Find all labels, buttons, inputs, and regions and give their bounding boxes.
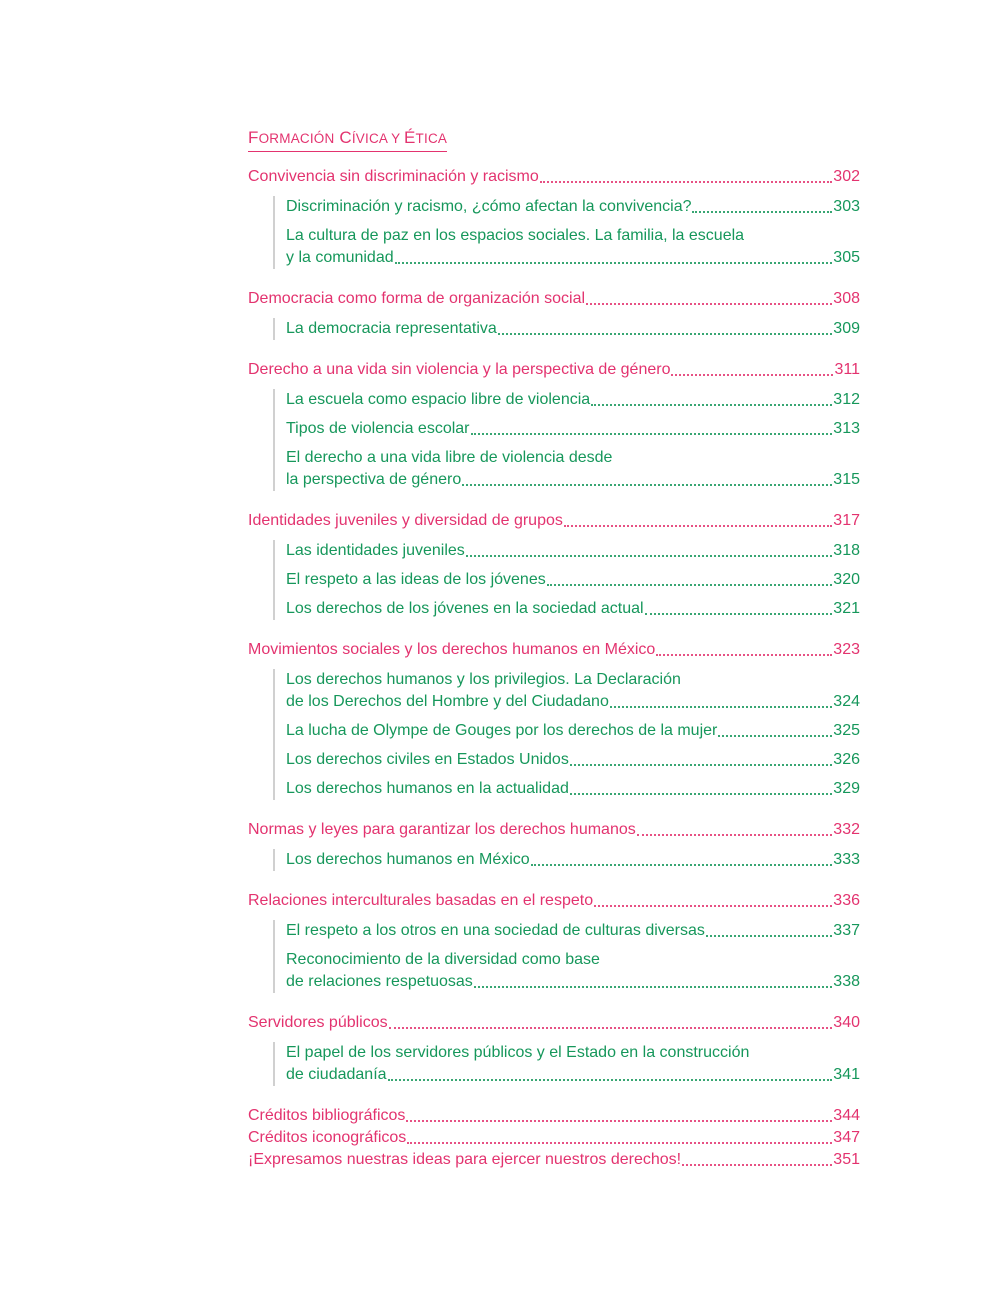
subsection-entry xyxy=(286,1042,860,1086)
subsection-entry xyxy=(286,447,860,491)
dot-leader xyxy=(406,1120,832,1122)
toc-entry[interactable] xyxy=(248,1127,860,1149)
subsection-entry xyxy=(286,540,860,562)
toc-entry[interactable] xyxy=(286,691,860,713)
entry-title: Tipos de violencia escolar xyxy=(286,420,470,437)
subsection-entry xyxy=(286,920,860,942)
toc-section xyxy=(248,819,860,871)
entry-title: Créditos iconográficos xyxy=(248,1129,407,1146)
toc-entry[interactable] xyxy=(286,720,860,742)
toc-entry[interactable] xyxy=(248,1105,860,1127)
entry-title: Créditos bibliográficos xyxy=(248,1107,406,1124)
toc-entry[interactable] xyxy=(248,288,860,310)
entry-title: de los Derechos del Hombre y del Ciudadano xyxy=(286,693,609,710)
page-number: 326 xyxy=(833,751,860,768)
subsection-entry xyxy=(286,598,860,620)
subsection-entry xyxy=(286,196,860,218)
dot-leader xyxy=(395,262,833,264)
page-number: 313 xyxy=(833,420,860,437)
toc-entry[interactable] xyxy=(286,1064,860,1086)
entry-title: Los derechos de los jóvenes en la sociedad actual xyxy=(286,600,644,617)
dot-leader xyxy=(706,935,832,937)
subsection-entry xyxy=(286,749,860,771)
dot-leader xyxy=(594,905,832,907)
subsection-entry xyxy=(286,225,860,269)
toc-entry[interactable] xyxy=(286,196,860,218)
dot-leader xyxy=(540,181,833,183)
page-number: 305 xyxy=(833,249,860,266)
toc-entry[interactable] xyxy=(286,920,860,942)
toc-section xyxy=(248,639,860,800)
page-number: 344 xyxy=(833,1107,860,1124)
subsection-entry xyxy=(286,669,860,713)
dot-leader xyxy=(471,433,833,435)
toc-entry[interactable] xyxy=(286,749,860,771)
page-number: 336 xyxy=(833,892,860,909)
toc-entry[interactable] xyxy=(248,890,860,912)
entry-title: Identidades juveniles y diversidad de grupos xyxy=(248,512,563,529)
page-number: 318 xyxy=(833,542,860,559)
dot-leader xyxy=(531,864,833,866)
page-number: 324 xyxy=(833,693,860,710)
page-number: 340 xyxy=(833,1014,860,1031)
toc-entry[interactable] xyxy=(248,819,860,841)
toc-end-items xyxy=(248,1105,860,1171)
subsection-entry xyxy=(286,569,860,591)
dot-leader xyxy=(407,1142,832,1144)
entry-title: Normas y leyes para garantizar los derechos humanos xyxy=(248,821,636,838)
entry-title-line: La cultura de paz en los espacios sociales. La familia, la escuela xyxy=(286,227,745,244)
entry-title: Democracia como forma de organización social xyxy=(248,290,586,307)
entry-title-line: El derecho a una vida libre de violencia desde xyxy=(286,449,613,466)
entry-title: de relaciones respetuosas xyxy=(286,973,473,990)
toc-entry[interactable] xyxy=(248,639,860,661)
dot-leader xyxy=(389,1027,833,1029)
page-number: 332 xyxy=(833,821,860,838)
dot-leader xyxy=(466,555,833,557)
entry-title-line: Los derechos humanos y los privilegios. La Declaración xyxy=(286,671,681,688)
page-number: 338 xyxy=(833,973,860,990)
dot-leader xyxy=(474,986,833,988)
entry-title: Los derechos humanos en la actualidad xyxy=(286,780,569,797)
entry-title: de ciudadanía xyxy=(286,1066,387,1083)
page-number: 329 xyxy=(833,780,860,797)
dot-leader xyxy=(547,584,833,586)
page-number: 321 xyxy=(833,600,860,617)
subsection-entry xyxy=(286,949,860,993)
page-number: 337 xyxy=(833,922,860,939)
subsection-entry xyxy=(286,720,860,742)
page-number: 341 xyxy=(833,1066,860,1083)
toc-entry[interactable] xyxy=(286,540,860,562)
page-number: 308 xyxy=(833,290,860,307)
dot-leader xyxy=(564,525,832,527)
toc-entry[interactable] xyxy=(248,359,860,381)
page-number: 333 xyxy=(833,851,860,868)
page-number: 303 xyxy=(833,198,860,215)
page-number: 323 xyxy=(833,641,860,658)
page-number: 347 xyxy=(833,1129,860,1146)
toc-entry[interactable] xyxy=(286,469,860,491)
page-title: FORMACIÓN CÍVICA Y ÉTICA xyxy=(248,128,447,152)
subsection-entry xyxy=(286,778,860,800)
entry-title: La escuela como espacio libre de violencia xyxy=(286,391,591,408)
toc-entry[interactable] xyxy=(248,166,860,188)
toc-section xyxy=(248,890,860,993)
entry-title-line: Reconocimiento de la diversidad como base xyxy=(286,951,600,968)
toc-entry[interactable] xyxy=(286,318,860,340)
toc-section xyxy=(248,166,860,269)
toc-sections xyxy=(248,166,860,1086)
subsection-entry xyxy=(286,389,860,411)
page-number: 315 xyxy=(833,471,860,488)
page-number: 311 xyxy=(834,361,860,378)
entry-title: Derecho a una vida sin violencia y la perspectiva de género xyxy=(248,361,671,378)
dot-leader xyxy=(656,654,832,656)
subsection-list xyxy=(273,389,860,491)
toc-entry[interactable] xyxy=(248,1012,860,1034)
subsection-list xyxy=(273,669,860,800)
dot-leader xyxy=(570,793,832,795)
entry-title: y la comunidad xyxy=(286,249,394,266)
dot-leader xyxy=(645,613,833,615)
toc-entry[interactable] xyxy=(286,598,860,620)
subsection-entry xyxy=(286,418,860,440)
dot-leader xyxy=(591,404,832,406)
entry-title: El respeto a las ideas de los jóvenes xyxy=(286,571,546,588)
subsection-list xyxy=(273,1042,860,1086)
entry-title: Discriminación y racismo, ¿cómo afectan la convivencia? xyxy=(286,198,692,215)
toc-entry[interactable] xyxy=(286,418,860,440)
toc-section xyxy=(248,359,860,491)
toc-entry[interactable] xyxy=(286,778,860,800)
entry-title: El respeto a los otros en una sociedad de culturas diversas xyxy=(286,922,705,939)
entry-title: La democracia representativa xyxy=(286,320,497,337)
dot-leader xyxy=(570,764,832,766)
subsection-list xyxy=(273,196,860,269)
dot-leader xyxy=(388,1079,833,1081)
dot-leader xyxy=(671,374,833,376)
dot-leader xyxy=(462,484,832,486)
dot-leader xyxy=(637,834,833,836)
toc-entry[interactable] xyxy=(286,569,860,591)
toc-section xyxy=(248,1012,860,1086)
subsection-list xyxy=(273,849,860,871)
page-number: 325 xyxy=(833,722,860,739)
subsection-entry xyxy=(286,849,860,871)
toc-entry[interactable] xyxy=(286,971,860,993)
toc-section xyxy=(248,510,860,620)
dot-leader xyxy=(498,333,833,335)
entry-title: Servidores públicos xyxy=(248,1014,388,1031)
subsection-list xyxy=(273,318,860,340)
entry-title: Movimientos sociales y los derechos humanos en México xyxy=(248,641,656,658)
dot-leader xyxy=(718,735,832,737)
toc-entry[interactable] xyxy=(286,389,860,411)
page-number: 320 xyxy=(833,571,860,588)
entry-title: Relaciones interculturales basadas en el respeto xyxy=(248,892,594,909)
subsection-list xyxy=(273,920,860,993)
entry-title: Los derechos humanos en México xyxy=(286,851,530,868)
toc-section xyxy=(248,288,860,340)
entry-title: Convivencia sin discriminación y racismo xyxy=(248,168,539,185)
subsection-entry xyxy=(286,318,860,340)
dot-leader xyxy=(692,211,832,213)
subsection-list xyxy=(273,540,860,620)
entry-title: Las identidades juveniles xyxy=(286,542,465,559)
toc-entry[interactable] xyxy=(286,849,860,871)
dot-leader xyxy=(682,1164,832,1166)
page-number: 302 xyxy=(833,168,860,185)
page-number: 317 xyxy=(833,512,860,529)
dot-leader xyxy=(586,303,832,305)
entry-title: La lucha de Olympe de Gouges por los derechos de la mujer xyxy=(286,722,718,739)
dot-leader xyxy=(610,706,832,708)
entry-title: la perspectiva de género xyxy=(286,471,462,488)
toc-entry[interactable] xyxy=(248,510,860,532)
entry-title: Los derechos civiles en Estados Unidos xyxy=(286,751,569,768)
table-of-contents xyxy=(248,128,860,1171)
entry-title-line: El papel de los servidores públicos y el Estado en la construcción xyxy=(286,1044,750,1061)
toc-entry[interactable] xyxy=(248,1149,860,1171)
entry-title: ¡Expresamos nuestras ideas para ejercer nuestros derechos! xyxy=(248,1151,682,1168)
page-number: 351 xyxy=(833,1151,860,1168)
page-number: 312 xyxy=(833,391,860,408)
page-number: 309 xyxy=(833,320,860,337)
toc-entry[interactable] xyxy=(286,247,860,269)
